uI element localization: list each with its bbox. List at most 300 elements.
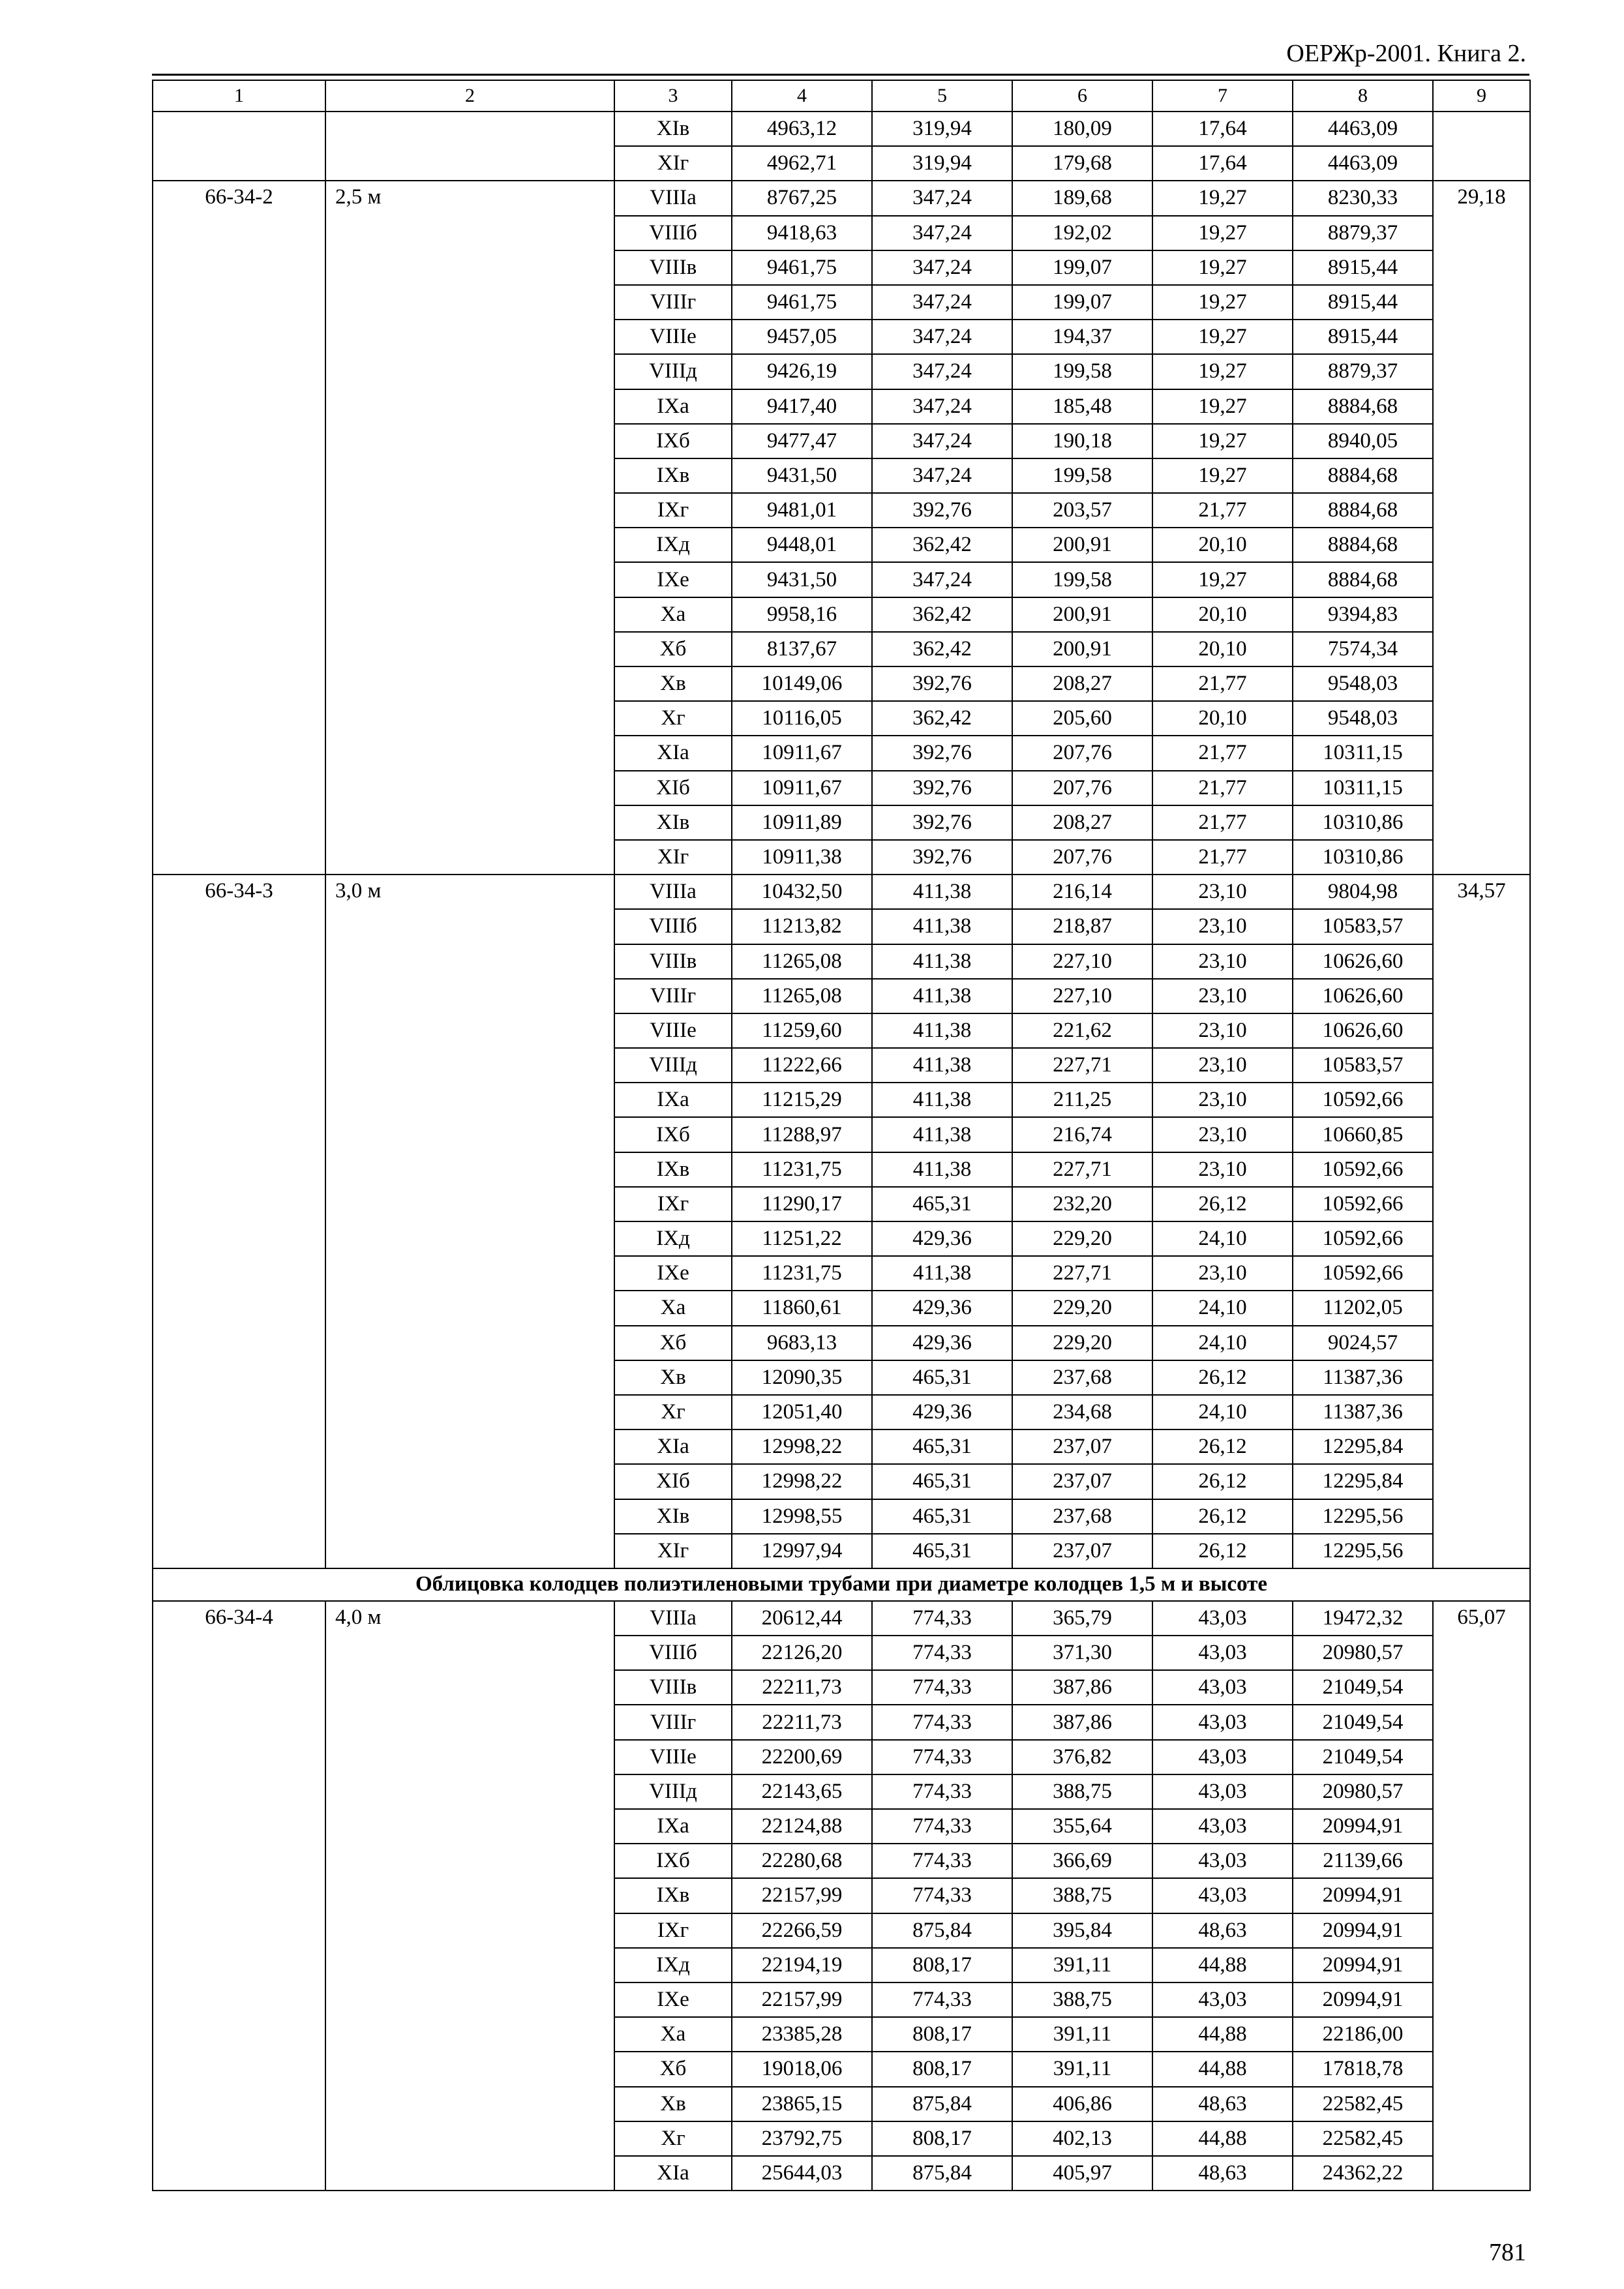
machines-cell: 227,71 <box>1012 1048 1152 1083</box>
machines-cell: 355,64 <box>1012 1809 1152 1844</box>
materials-cell: 21049,54 <box>1293 1740 1433 1774</box>
materials-cell: 22582,45 <box>1293 2087 1433 2121</box>
zone-cell: Xа <box>614 2017 732 2052</box>
driver-wages-cell: 44,88 <box>1152 2052 1293 2086</box>
materials-cell: 10310,86 <box>1293 840 1433 875</box>
zone-cell: VIIIд <box>614 1048 732 1083</box>
direct-cost-cell: 11290,17 <box>732 1187 872 1221</box>
direct-cost-cell: 12998,55 <box>732 1499 872 1534</box>
zone-cell: IXа <box>614 389 732 424</box>
column-number: 5 <box>872 80 1012 112</box>
materials-cell: 19472,32 <box>1293 1601 1433 1636</box>
materials-cell: 8915,44 <box>1293 320 1433 354</box>
column-number: 3 <box>614 80 732 112</box>
wages-cell: 465,31 <box>872 1187 1012 1221</box>
direct-cost-cell: 11231,75 <box>732 1152 872 1187</box>
materials-cell: 10626,60 <box>1293 944 1433 979</box>
materials-cell: 8884,68 <box>1293 562 1433 597</box>
driver-wages-cell: 19,27 <box>1152 285 1293 320</box>
wages-cell: 774,33 <box>872 1809 1012 1844</box>
wages-cell: 411,38 <box>872 1152 1012 1187</box>
driver-wages-cell: 17,64 <box>1152 112 1293 146</box>
direct-cost-cell: 22124,88 <box>732 1809 872 1844</box>
driver-wages-cell: 21,77 <box>1152 736 1293 770</box>
zone-cell: Xг <box>614 1395 732 1429</box>
driver-wages-cell: 19,27 <box>1152 424 1293 458</box>
zone-cell: XIа <box>614 1429 732 1464</box>
driver-wages-cell: 48,63 <box>1152 1913 1293 1948</box>
direct-cost-cell: 10432,50 <box>732 875 872 909</box>
machines-cell: 194,37 <box>1012 320 1152 354</box>
wages-cell: 875,84 <box>872 1913 1012 1948</box>
materials-cell: 12295,84 <box>1293 1464 1433 1499</box>
driver-wages-cell: 19,27 <box>1152 354 1293 389</box>
labor-cell <box>1433 112 1530 181</box>
wages-cell: 774,33 <box>872 1844 1012 1878</box>
driver-wages-cell: 23,10 <box>1152 1013 1293 1048</box>
direct-cost-cell: 4963,12 <box>732 112 872 146</box>
wages-cell: 347,24 <box>872 424 1012 458</box>
materials-cell: 10583,57 <box>1293 909 1433 944</box>
driver-wages-cell: 43,03 <box>1152 1982 1293 2017</box>
driver-wages-cell: 43,03 <box>1152 1636 1293 1670</box>
driver-wages-cell: 19,27 <box>1152 250 1293 285</box>
materials-cell: 11202,05 <box>1293 1291 1433 1325</box>
driver-wages-cell: 20,10 <box>1152 632 1293 666</box>
zone-cell: Xа <box>614 1291 732 1325</box>
rates-table <box>152 80 1531 2191</box>
materials-cell: 11387,36 <box>1293 1360 1433 1395</box>
direct-cost-cell: 22211,73 <box>732 1670 872 1705</box>
zone-cell: VIIIб <box>614 216 732 250</box>
machines-cell: 199,58 <box>1012 562 1152 597</box>
machines-cell: 229,20 <box>1012 1326 1152 1360</box>
driver-wages-cell: 26,12 <box>1152 1499 1293 1534</box>
machines-cell: 199,58 <box>1012 458 1152 493</box>
materials-cell: 20994,91 <box>1293 1982 1433 2017</box>
direct-cost-cell: 22194,19 <box>732 1948 872 1982</box>
materials-cell: 17818,78 <box>1293 2052 1433 2086</box>
column-number: 9 <box>1433 80 1530 112</box>
machines-cell: 216,74 <box>1012 1117 1152 1152</box>
machines-cell: 199,07 <box>1012 285 1152 320</box>
materials-cell: 10592,66 <box>1293 1152 1433 1187</box>
direct-cost-cell: 9426,19 <box>732 354 872 389</box>
driver-wages-cell: 24,10 <box>1152 1221 1293 1256</box>
column-number: 4 <box>732 80 872 112</box>
materials-cell: 9548,03 <box>1293 666 1433 701</box>
wages-cell: 347,24 <box>872 320 1012 354</box>
machines-cell: 199,07 <box>1012 250 1152 285</box>
zone-cell: VIIIа <box>614 875 732 909</box>
materials-cell: 20994,91 <box>1293 1948 1433 1982</box>
machines-cell: 402,13 <box>1012 2121 1152 2156</box>
direct-cost-cell: 12998,22 <box>732 1464 872 1499</box>
direct-cost-cell: 22280,68 <box>732 1844 872 1878</box>
zone-cell: VIIIв <box>614 944 732 979</box>
driver-wages-cell: 43,03 <box>1152 1705 1293 1739</box>
direct-cost-cell: 8767,25 <box>732 181 872 215</box>
zone-cell: XIа <box>614 2156 732 2191</box>
zone-cell: Xв <box>614 666 732 701</box>
driver-wages-cell: 43,03 <box>1152 1774 1293 1809</box>
direct-cost-cell: 22266,59 <box>732 1913 872 1948</box>
zone-cell: IXб <box>614 1117 732 1152</box>
wages-cell: 411,38 <box>872 875 1012 909</box>
zone-cell: VIIIв <box>614 1670 732 1705</box>
wages-cell: 808,17 <box>872 2121 1012 2156</box>
zone-cell: VIIIг <box>614 1705 732 1739</box>
materials-cell: 8940,05 <box>1293 424 1433 458</box>
materials-cell: 21049,54 <box>1293 1670 1433 1705</box>
materials-cell: 12295,56 <box>1293 1499 1433 1534</box>
machines-cell: 395,84 <box>1012 1913 1152 1948</box>
zone-cell: IXв <box>614 1152 732 1187</box>
machines-cell: 365,79 <box>1012 1601 1152 1636</box>
wages-cell: 411,38 <box>872 909 1012 944</box>
zone-cell: IXв <box>614 1878 732 1913</box>
materials-cell: 12295,56 <box>1293 1534 1433 1568</box>
code-cell: 66-34-2 <box>153 181 325 875</box>
wages-cell: 774,33 <box>872 1636 1012 1670</box>
direct-cost-cell: 22157,99 <box>732 1982 872 2017</box>
materials-cell: 10311,15 <box>1293 736 1433 770</box>
wages-cell: 808,17 <box>872 2052 1012 2086</box>
zone-cell: VIIIд <box>614 354 732 389</box>
wages-cell: 465,31 <box>872 1534 1012 1568</box>
wages-cell: 347,24 <box>872 250 1012 285</box>
wages-cell: 465,31 <box>872 1499 1012 1534</box>
driver-wages-cell: 21,77 <box>1152 493 1293 528</box>
direct-cost-cell: 11860,61 <box>732 1291 872 1325</box>
materials-cell: 8879,37 <box>1293 216 1433 250</box>
materials-cell: 20994,91 <box>1293 1809 1433 1844</box>
direct-cost-cell: 8137,67 <box>732 632 872 666</box>
driver-wages-cell: 24,10 <box>1152 1291 1293 1325</box>
machines-cell: 192,02 <box>1012 216 1152 250</box>
zone-cell: Xг <box>614 2121 732 2156</box>
direct-cost-cell: 23385,28 <box>732 2017 872 2052</box>
driver-wages-cell: 19,27 <box>1152 181 1293 215</box>
direct-cost-cell: 10911,89 <box>732 805 872 840</box>
section-title: Облицовка колодцев полиэтиленовыми трубами при диаметре колодцев 1,5 м и высоте <box>153 1568 1530 1601</box>
wages-cell: 347,24 <box>872 181 1012 215</box>
zone-cell: VIIIе <box>614 320 732 354</box>
direct-cost-cell: 10911,67 <box>732 771 872 805</box>
direct-cost-cell: 22157,99 <box>732 1878 872 1913</box>
column-number: 7 <box>1152 80 1293 112</box>
machines-cell: 218,87 <box>1012 909 1152 944</box>
direct-cost-cell: 22143,65 <box>732 1774 872 1809</box>
driver-wages-cell: 23,10 <box>1152 1083 1293 1117</box>
driver-wages-cell: 17,64 <box>1152 146 1293 181</box>
driver-wages-cell: 23,10 <box>1152 1256 1293 1291</box>
driver-wages-cell: 19,27 <box>1152 216 1293 250</box>
wages-cell: 392,76 <box>872 805 1012 840</box>
zone-cell: VIIIб <box>614 909 732 944</box>
direct-cost-cell: 9683,13 <box>732 1326 872 1360</box>
materials-cell: 8915,44 <box>1293 250 1433 285</box>
driver-wages-cell: 19,27 <box>1152 458 1293 493</box>
zone-cell: IXе <box>614 562 732 597</box>
machines-cell: 376,82 <box>1012 1740 1152 1774</box>
materials-cell: 4463,09 <box>1293 146 1433 181</box>
driver-wages-cell: 48,63 <box>1152 2156 1293 2191</box>
materials-cell: 10592,66 <box>1293 1083 1433 1117</box>
materials-cell: 20994,91 <box>1293 1913 1433 1948</box>
zone-cell: VIIIг <box>614 285 732 320</box>
direct-cost-cell: 12090,35 <box>732 1360 872 1395</box>
wages-cell: 429,36 <box>872 1395 1012 1429</box>
materials-cell: 10626,60 <box>1293 1013 1433 1048</box>
machines-cell: 216,14 <box>1012 875 1152 909</box>
direct-cost-cell: 9461,75 <box>732 285 872 320</box>
height-cell: 2,5 м <box>325 181 614 875</box>
zone-cell: Xб <box>614 632 732 666</box>
labor-cell: 34,57 <box>1433 875 1530 1568</box>
driver-wages-cell: 23,10 <box>1152 875 1293 909</box>
direct-cost-cell: 11259,60 <box>732 1013 872 1048</box>
materials-cell: 22582,45 <box>1293 2121 1433 2156</box>
driver-wages-cell: 43,03 <box>1152 1740 1293 1774</box>
machines-cell: 366,69 <box>1012 1844 1152 1878</box>
driver-wages-cell: 43,03 <box>1152 1670 1293 1705</box>
direct-cost-cell: 9431,50 <box>732 562 872 597</box>
driver-wages-cell: 26,12 <box>1152 1429 1293 1464</box>
driver-wages-cell: 20,10 <box>1152 528 1293 562</box>
direct-cost-cell: 22126,20 <box>732 1636 872 1670</box>
driver-wages-cell: 23,10 <box>1152 1152 1293 1187</box>
direct-cost-cell: 4962,71 <box>732 146 872 181</box>
wages-cell: 465,31 <box>872 1360 1012 1395</box>
driver-wages-cell: 23,10 <box>1152 909 1293 944</box>
wages-cell: 392,76 <box>872 840 1012 875</box>
driver-wages-cell: 26,12 <box>1152 1360 1293 1395</box>
machines-cell: 203,57 <box>1012 493 1152 528</box>
zone-cell: Xв <box>614 1360 732 1395</box>
table-row <box>153 112 1530 146</box>
direct-cost-cell: 25644,03 <box>732 2156 872 2191</box>
materials-cell: 9548,03 <box>1293 701 1433 736</box>
machines-cell: 229,20 <box>1012 1221 1152 1256</box>
direct-cost-cell: 11288,97 <box>732 1117 872 1152</box>
direct-cost-cell: 19018,06 <box>732 2052 872 2086</box>
materials-cell: 8884,68 <box>1293 528 1433 562</box>
wages-cell: 347,24 <box>872 216 1012 250</box>
direct-cost-cell: 12997,94 <box>732 1534 872 1568</box>
direct-cost-cell: 9958,16 <box>732 597 872 632</box>
wages-cell: 392,76 <box>872 736 1012 770</box>
direct-cost-cell: 10911,67 <box>732 736 872 770</box>
zone-cell: VIIIд <box>614 1774 732 1809</box>
direct-cost-cell: 9431,50 <box>732 458 872 493</box>
machines-cell: 205,60 <box>1012 701 1152 736</box>
height-cell: 3,0 м <box>325 875 614 1568</box>
direct-cost-cell: 22200,69 <box>732 1740 872 1774</box>
wages-cell: 774,33 <box>872 1878 1012 1913</box>
driver-wages-cell: 43,03 <box>1152 1878 1293 1913</box>
zone-cell: XIв <box>614 1499 732 1534</box>
machines-cell: 234,68 <box>1012 1395 1152 1429</box>
wages-cell: 392,76 <box>872 666 1012 701</box>
zone-cell: VIIIе <box>614 1013 732 1048</box>
column-number: 6 <box>1012 80 1152 112</box>
materials-cell: 10626,60 <box>1293 979 1433 1013</box>
wages-cell: 392,76 <box>872 771 1012 805</box>
code-cell: 66-34-3 <box>153 875 325 1568</box>
zone-cell: Xб <box>614 1326 732 1360</box>
wages-cell: 411,38 <box>872 1013 1012 1048</box>
wages-cell: 465,31 <box>872 1464 1012 1499</box>
direct-cost-cell: 9461,75 <box>732 250 872 285</box>
zone-cell: IXе <box>614 1982 732 2017</box>
machines-cell: 189,68 <box>1012 181 1152 215</box>
column-number-row <box>153 80 1530 112</box>
wages-cell: 411,38 <box>872 1083 1012 1117</box>
zone-cell: XIг <box>614 840 732 875</box>
materials-cell: 8884,68 <box>1293 458 1433 493</box>
driver-wages-cell: 19,27 <box>1152 562 1293 597</box>
driver-wages-cell: 21,77 <box>1152 840 1293 875</box>
materials-cell: 10310,86 <box>1293 805 1433 840</box>
driver-wages-cell: 19,27 <box>1152 320 1293 354</box>
machines-cell: 207,76 <box>1012 840 1152 875</box>
machines-cell: 227,71 <box>1012 1256 1152 1291</box>
direct-cost-cell: 9417,40 <box>732 389 872 424</box>
direct-cost-cell: 10116,05 <box>732 701 872 736</box>
machines-cell: 207,76 <box>1012 771 1152 805</box>
driver-wages-cell: 44,88 <box>1152 2017 1293 2052</box>
direct-cost-cell: 11251,22 <box>732 1221 872 1256</box>
zone-cell: Xг <box>614 701 732 736</box>
labor-cell: 29,18 <box>1433 181 1530 875</box>
materials-cell: 9394,83 <box>1293 597 1433 632</box>
wages-cell: 347,24 <box>872 285 1012 320</box>
materials-cell: 10592,66 <box>1293 1256 1433 1291</box>
driver-wages-cell: 24,10 <box>1152 1326 1293 1360</box>
wages-cell: 774,33 <box>872 1740 1012 1774</box>
wages-cell: 875,84 <box>872 2156 1012 2191</box>
wages-cell: 411,38 <box>872 944 1012 979</box>
direct-cost-cell: 22211,73 <box>732 1705 872 1739</box>
wages-cell: 411,38 <box>872 1256 1012 1291</box>
wages-cell: 411,38 <box>872 979 1012 1013</box>
wages-cell: 429,36 <box>872 1326 1012 1360</box>
code-cell: 66-34-4 <box>153 1601 325 2191</box>
machines-cell: 237,68 <box>1012 1360 1152 1395</box>
direct-cost-cell: 9481,01 <box>732 493 872 528</box>
code-cell <box>153 112 325 181</box>
machines-cell: 179,68 <box>1012 146 1152 181</box>
zone-cell: IXа <box>614 1809 732 1844</box>
direct-cost-cell: 10149,06 <box>732 666 872 701</box>
direct-cost-cell: 11265,08 <box>732 944 872 979</box>
direct-cost-cell: 10911,38 <box>732 840 872 875</box>
machines-cell: 180,09 <box>1012 112 1152 146</box>
driver-wages-cell: 44,88 <box>1152 1948 1293 1982</box>
machines-cell: 211,25 <box>1012 1083 1152 1117</box>
wages-cell: 774,33 <box>872 1601 1012 1636</box>
zone-cell: XIг <box>614 146 732 181</box>
wages-cell: 808,17 <box>872 2017 1012 2052</box>
direct-cost-cell: 11265,08 <box>732 979 872 1013</box>
wages-cell: 774,33 <box>872 1705 1012 1739</box>
machines-cell: 190,18 <box>1012 424 1152 458</box>
machines-cell: 391,11 <box>1012 1948 1152 1982</box>
materials-cell: 21139,66 <box>1293 1844 1433 1878</box>
direct-cost-cell: 12051,40 <box>732 1395 872 1429</box>
driver-wages-cell: 26,12 <box>1152 1187 1293 1221</box>
materials-cell: 10592,66 <box>1293 1187 1433 1221</box>
wages-cell: 411,38 <box>872 1048 1012 1083</box>
wages-cell: 362,42 <box>872 597 1012 632</box>
driver-wages-cell: 20,10 <box>1152 701 1293 736</box>
zone-cell: Xв <box>614 2087 732 2121</box>
zone-cell: IXг <box>614 1913 732 1948</box>
materials-cell: 4463,09 <box>1293 112 1433 146</box>
machines-cell: 391,11 <box>1012 2052 1152 2086</box>
column-number: 8 <box>1293 80 1433 112</box>
wages-cell: 429,36 <box>872 1291 1012 1325</box>
machines-cell: 237,07 <box>1012 1429 1152 1464</box>
wages-cell: 411,38 <box>872 1117 1012 1152</box>
direct-cost-cell: 11222,66 <box>732 1048 872 1083</box>
materials-cell: 8915,44 <box>1293 285 1433 320</box>
driver-wages-cell: 43,03 <box>1152 1601 1293 1636</box>
driver-wages-cell: 43,03 <box>1152 1844 1293 1878</box>
materials-cell: 22186,00 <box>1293 2017 1433 2052</box>
driver-wages-cell: 21,77 <box>1152 771 1293 805</box>
zone-cell: VIIIа <box>614 1601 732 1636</box>
driver-wages-cell: 43,03 <box>1152 1809 1293 1844</box>
materials-cell: 20994,91 <box>1293 1878 1433 1913</box>
materials-cell: 12295,84 <box>1293 1429 1433 1464</box>
wages-cell: 319,94 <box>872 112 1012 146</box>
zone-cell: XIб <box>614 771 732 805</box>
direct-cost-cell: 12998,22 <box>732 1429 872 1464</box>
zone-cell: Xа <box>614 597 732 632</box>
table-body <box>153 80 1530 2191</box>
machines-cell: 405,97 <box>1012 2156 1152 2191</box>
driver-wages-cell: 23,10 <box>1152 944 1293 979</box>
driver-wages-cell: 26,12 <box>1152 1534 1293 1568</box>
zone-cell: VIIIв <box>614 250 732 285</box>
driver-wages-cell: 19,27 <box>1152 389 1293 424</box>
direct-cost-cell: 11215,29 <box>732 1083 872 1117</box>
labor-cell: 65,07 <box>1433 1601 1530 2191</box>
direct-cost-cell: 9457,05 <box>732 320 872 354</box>
height-cell <box>325 112 614 181</box>
table-row <box>153 875 1530 909</box>
zone-cell: VIIIа <box>614 181 732 215</box>
machines-cell: 200,91 <box>1012 597 1152 632</box>
zone-cell: XIб <box>614 1464 732 1499</box>
machines-cell: 232,20 <box>1012 1187 1152 1221</box>
driver-wages-cell: 26,12 <box>1152 1464 1293 1499</box>
materials-cell: 9024,57 <box>1293 1326 1433 1360</box>
wages-cell: 875,84 <box>872 2087 1012 2121</box>
machines-cell: 391,11 <box>1012 2017 1152 2052</box>
direct-cost-cell: 23865,15 <box>732 2087 872 2121</box>
column-number: 2 <box>325 80 614 112</box>
wages-cell: 774,33 <box>872 1670 1012 1705</box>
materials-cell: 10660,85 <box>1293 1117 1433 1152</box>
materials-cell: 8884,68 <box>1293 493 1433 528</box>
zone-cell: VIIIе <box>614 1740 732 1774</box>
driver-wages-cell: 20,10 <box>1152 597 1293 632</box>
zone-cell: IXа <box>614 1083 732 1117</box>
machines-cell: 207,76 <box>1012 736 1152 770</box>
